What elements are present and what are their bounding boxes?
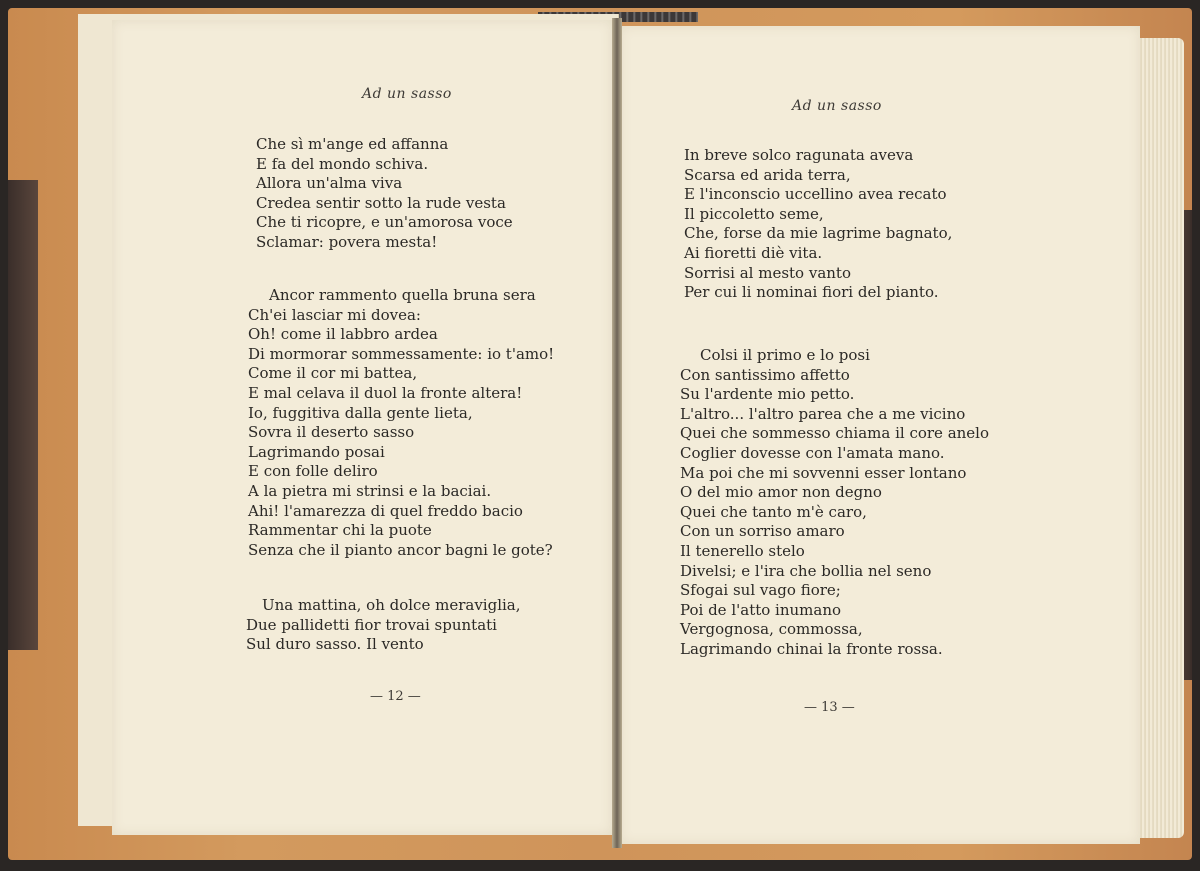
verse-line: Con un sorriso amaro <box>680 522 845 541</box>
verse-line: Scarsa ed arida terra, <box>684 165 851 184</box>
stanza-right-1 <box>684 146 952 303</box>
verse-line: Due pallidetti fior trovai spuntati <box>246 615 497 634</box>
verse-line: Che sì m'ange ed affanna <box>256 135 449 153</box>
verse-line: Sorrisi al mesto vanto <box>684 263 851 282</box>
verse-line: In breve solco ragunata aveva <box>684 146 914 164</box>
verse-line: Oh! come il labbro ardea <box>248 325 438 344</box>
verse-line: Su l'ardente mio petto. <box>680 385 855 404</box>
verse-line: Allora un'alma viva <box>256 174 403 193</box>
verse-line: E l'inconscio uccellino avea recato <box>684 185 947 204</box>
verse-line: Una mattina, oh dolce meraviglia, <box>262 596 521 614</box>
verse-line: Per cui li nominai fiori del pianto. <box>684 283 939 302</box>
page-number-left: — 12 — <box>370 689 421 704</box>
book-gutter <box>612 18 622 848</box>
verse-line: Credea sentir sotto la rude vesta <box>256 193 506 212</box>
verse-line: Quei che tanto m'è caro, <box>680 502 867 521</box>
verse-line: Che ti ricopre, e un'amorosa voce <box>256 213 513 232</box>
cover-leather-left <box>8 180 38 650</box>
verse-line: E fa del mondo schiva. <box>256 154 429 173</box>
verse-line: A la pietra mi strinsi e la baciai. <box>248 481 492 500</box>
verse-line: Colsi il primo e lo posi <box>700 346 870 364</box>
verse-line: Come il cor mi battea, <box>248 364 418 383</box>
verse-line: E mal celava il duol la fronte altera! <box>248 383 523 402</box>
verse-line: L'altro... l'altro parea che a me vicino <box>680 404 966 423</box>
running-head-right: Ad un sasso <box>792 98 882 114</box>
verse-line: Quei che sommesso chiama il core anelo <box>680 424 990 443</box>
running-head-left: Ad un sasso <box>362 86 452 102</box>
verse-line: Rammentar chi la puote <box>248 521 432 540</box>
verse-line: Ancor rammento quella bruna sera <box>269 286 536 304</box>
verse-line: Ai fioretti diè vita. <box>684 243 823 262</box>
verse-line: O del mio amor non degno <box>680 483 882 502</box>
right-page <box>620 26 1140 844</box>
verse-line: Lagrimando chinai la fronte rossa. <box>680 639 943 658</box>
left-page <box>112 20 612 835</box>
verse-line: Il tenerello stelo <box>680 541 805 560</box>
verse-line: Io, fuggitiva dalla gente lieta, <box>248 403 473 422</box>
verse-line: Sclamar: povera mesta! <box>256 232 438 251</box>
verse-line: Di mormorar sommessamente: io t'amo! <box>248 344 555 363</box>
verse-line: Con santissimo affetto <box>680 365 850 384</box>
verse-line: Divelsi; e l'ira che bollia nel seno <box>680 561 932 580</box>
verse-line: Il piccoletto seme, <box>684 204 824 223</box>
verse-line: Sovra il deserto sasso <box>248 423 415 442</box>
verse-line: Ch'ei lasciar mi dovea: <box>248 305 421 324</box>
stanza-right-2 <box>680 346 989 660</box>
verse-line: Sfogai sul vago fiore; <box>680 581 841 600</box>
stanza-left-1 <box>256 135 513 253</box>
verse-line: Senza che il pianto ancor bagni le gote? <box>248 540 553 559</box>
verse-line: Coglier dovesse con l'amata mano. <box>680 443 945 462</box>
stanza-left-3 <box>246 596 521 655</box>
verse-line: Vergognosa, commossa, <box>680 620 863 639</box>
verse-line: E con folle deliro <box>248 462 378 481</box>
verse-line: Che, forse da mie lagrime bagnato, <box>684 224 953 243</box>
page-number-right: — 13 — <box>804 700 855 715</box>
verse-line: Sul duro sasso. Il vento <box>246 635 424 654</box>
verse-line: Ahi! l'amarezza di quel freddo bacio <box>248 501 523 520</box>
stanza-left-2 <box>248 286 554 560</box>
verse-line: Ma poi che mi sovvenni esser lontano <box>680 463 967 482</box>
verse-line: Lagrimando posai <box>248 442 385 461</box>
verse-line: Poi de l'atto inumano <box>680 600 842 619</box>
